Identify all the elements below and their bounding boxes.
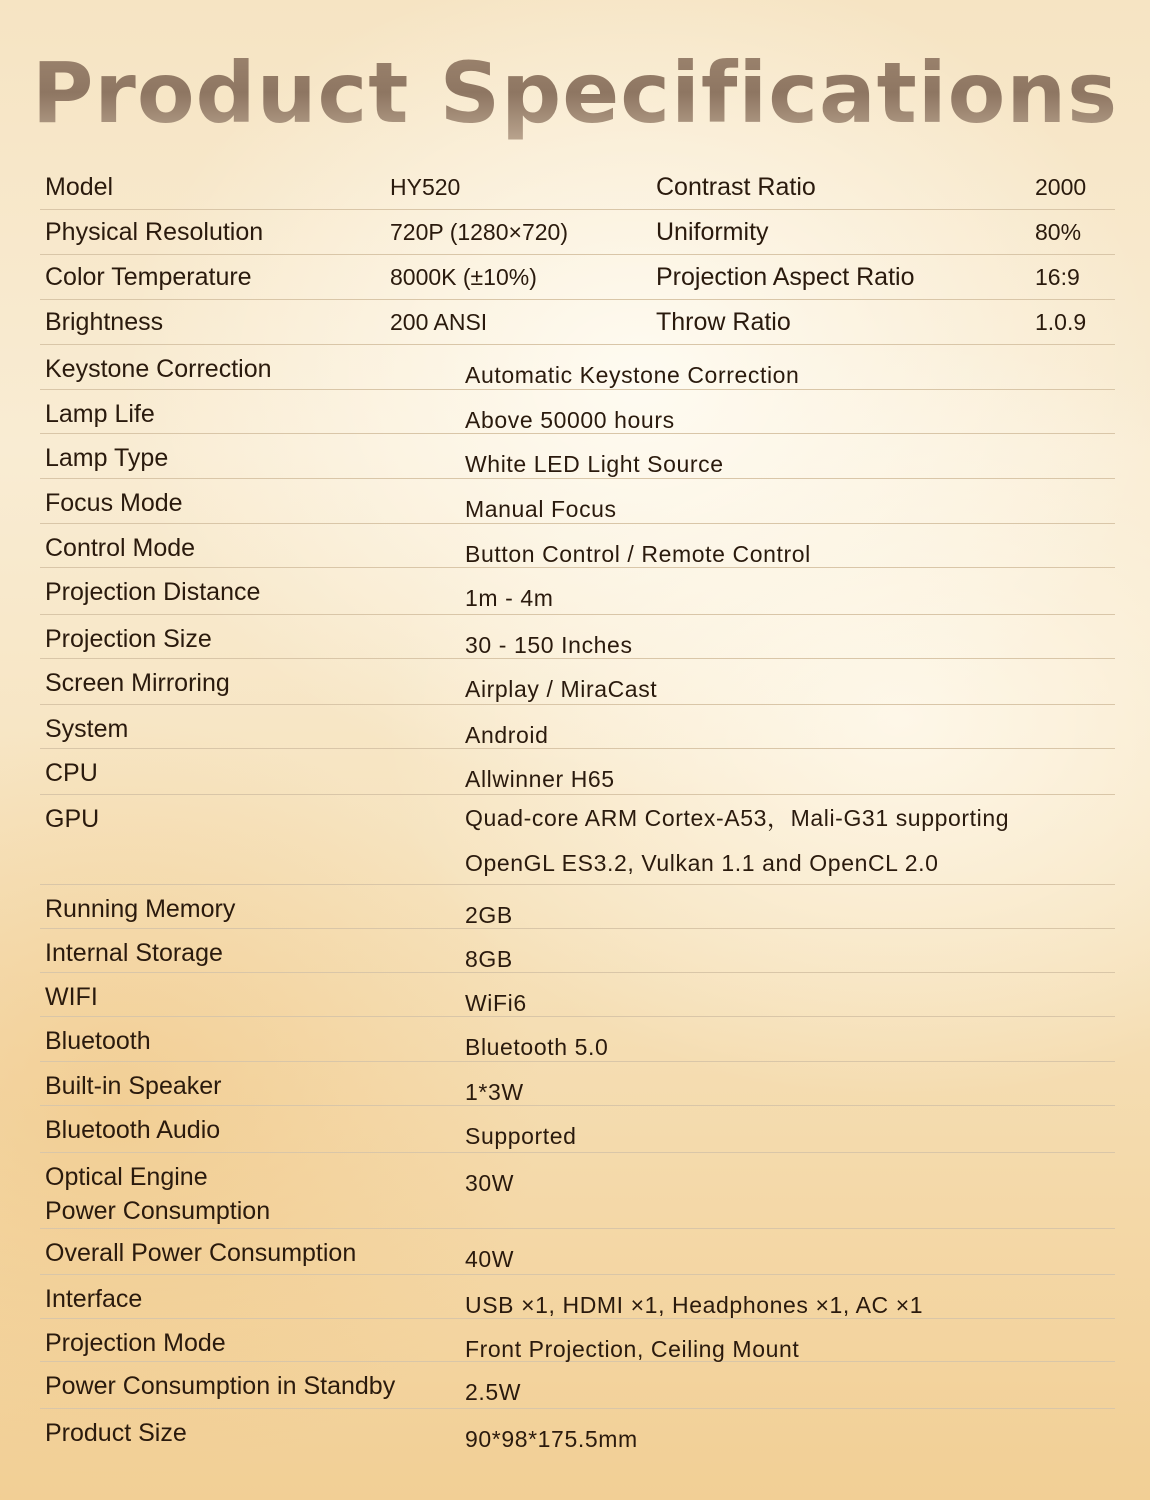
spec-value-line: Quad-core ARM Cortex-A53，Mali-G31 supporting: [465, 805, 1010, 831]
spec-value: Manual Focus: [465, 496, 617, 522]
spec-label: Projection Mode: [45, 1329, 226, 1357]
spec-row-overall-power: [40, 1229, 1115, 1275]
spec-row-bluetooth: [40, 1017, 1115, 1062]
spec-row-standby-power: [40, 1362, 1115, 1409]
spec-value: 1.0.9: [1035, 309, 1087, 335]
spec-label: Control Mode: [45, 534, 196, 562]
spec-value: 8000K (±10%): [390, 264, 537, 290]
spec-label: Built-in Speaker: [45, 1072, 222, 1100]
spec-label: Screen Mirroring: [45, 669, 230, 697]
spec-label-line: Optical Engine: [45, 1163, 208, 1191]
spec-row-wifi: [40, 973, 1115, 1017]
spec-label: Keystone Correction: [45, 355, 272, 383]
spec-value: 30 - 150 Inches: [465, 632, 633, 658]
spec-row-keystone-correction: [40, 345, 1115, 390]
spec-row-focus-mode: [40, 479, 1115, 524]
spec-value: 2000: [1035, 174, 1087, 200]
spec-row-projection-distance: [40, 568, 1115, 615]
spec-label: GPU: [45, 805, 100, 833]
spec-value: 1m - 4m: [465, 585, 554, 611]
spec-value: WiFi6: [465, 990, 527, 1016]
spec-label: Focus Mode: [45, 489, 183, 517]
spec-value: 8GB: [465, 946, 513, 972]
spec-label: Projection Size: [45, 625, 212, 653]
spec-label: CPU: [45, 759, 98, 787]
spec-label: Power Consumption in Standby: [45, 1372, 396, 1400]
spec-value: HY520: [390, 174, 461, 200]
spec-value: Above 50000 hours: [465, 407, 675, 433]
spec-value: White LED Light Source: [465, 451, 724, 477]
spec-row-internal-storage: [40, 929, 1115, 973]
spec-value: 90*98*175.5mm: [465, 1426, 638, 1452]
spec-row-model: [40, 165, 1115, 210]
spec-row-control-mode: [40, 524, 1115, 568]
spec-value: [465, 803, 1009, 886]
spec-label: Interface: [45, 1285, 143, 1313]
spec-row-lamp-type: [40, 434, 1115, 479]
spec-row-projection-mode: [40, 1319, 1115, 1362]
spec-value: Supported: [465, 1123, 577, 1149]
spec-label: System: [45, 715, 129, 743]
spec-label: Bluetooth: [45, 1027, 151, 1055]
spec-label: Running Memory: [45, 895, 236, 923]
spec-label: Product Size: [45, 1419, 187, 1447]
spec-label: Lamp Life: [45, 400, 155, 428]
spec-row-screen-mirroring: [40, 659, 1115, 705]
spec-row-physical-resolution: [40, 210, 1115, 255]
spec-label: Physical Resolution: [45, 218, 264, 246]
spec-label: Overall Power Consumption: [45, 1239, 357, 1267]
spec-row-gpu: [40, 795, 1115, 885]
spec-value: Airplay / MiraCast: [465, 676, 658, 702]
spec-label: Projection Distance: [45, 578, 261, 606]
spec-label: Model: [45, 173, 114, 201]
spec-label: WIFI: [45, 983, 98, 1011]
spec-value: 720P (1280×720): [390, 219, 568, 245]
spec-label: Bluetooth Audio: [45, 1116, 221, 1144]
spec-value: 2.5W: [465, 1379, 522, 1405]
spec-label: Internal Storage: [45, 939, 223, 967]
spec-row-built-in-speaker: [40, 1062, 1115, 1106]
spec-value: 40W: [465, 1246, 515, 1272]
spec-row-system: [40, 705, 1115, 749]
spec-label: Uniformity: [656, 218, 769, 246]
page-title: Product Specifications: [0, 38, 1150, 148]
spec-label: Contrast Ratio: [656, 173, 816, 201]
spec-row-running-memory: [40, 885, 1115, 929]
spec-value: Bluetooth 5.0: [465, 1034, 609, 1060]
spec-row-brightness: [40, 300, 1115, 345]
spec-value: 80%: [1035, 219, 1082, 245]
spec-label: Throw Ratio: [656, 308, 791, 336]
spec-row-bluetooth-audio: [40, 1106, 1115, 1153]
spec-value: 2GB: [465, 902, 513, 928]
spec-label: [45, 1160, 270, 1228]
spec-value: USB ×1, HDMI ×1, Headphones ×1, AC ×1: [465, 1292, 924, 1318]
spec-row-color-temperature: [40, 255, 1115, 300]
spec-label-line: Power Consumption: [45, 1197, 271, 1225]
spec-value: Allwinner H65: [465, 766, 615, 792]
spec-value: 1*3W: [465, 1079, 524, 1105]
spec-value: 200 ANSI: [390, 309, 488, 335]
spec-row-interface: [40, 1275, 1115, 1319]
spec-row-product-size: [40, 1409, 1115, 1454]
spec-label: Projection Aspect Ratio: [656, 263, 915, 291]
spec-value: Front Projection, Ceiling Mount: [465, 1336, 800, 1362]
spec-value: Android: [465, 722, 549, 748]
spec-label: Color Temperature: [45, 263, 252, 291]
spec-value-line: OpenGL ES3.2, Vulkan 1.1 and OpenCL 2.0: [465, 850, 939, 876]
spec-row-lamp-life: [40, 390, 1115, 434]
spec-table: [40, 165, 1115, 1454]
spec-row-cpu: [40, 749, 1115, 795]
spec-row-projection-size: [40, 615, 1115, 659]
spec-value: Automatic Keystone Correction: [465, 362, 800, 388]
spec-label: Lamp Type: [45, 444, 169, 472]
spec-value: 16:9: [1035, 264, 1080, 290]
spec-label: Brightness: [45, 308, 164, 336]
spec-value: 30W: [465, 1170, 515, 1196]
spec-row-optical-engine-power: [40, 1153, 1115, 1229]
spec-value: Button Control / Remote Control: [465, 541, 811, 567]
